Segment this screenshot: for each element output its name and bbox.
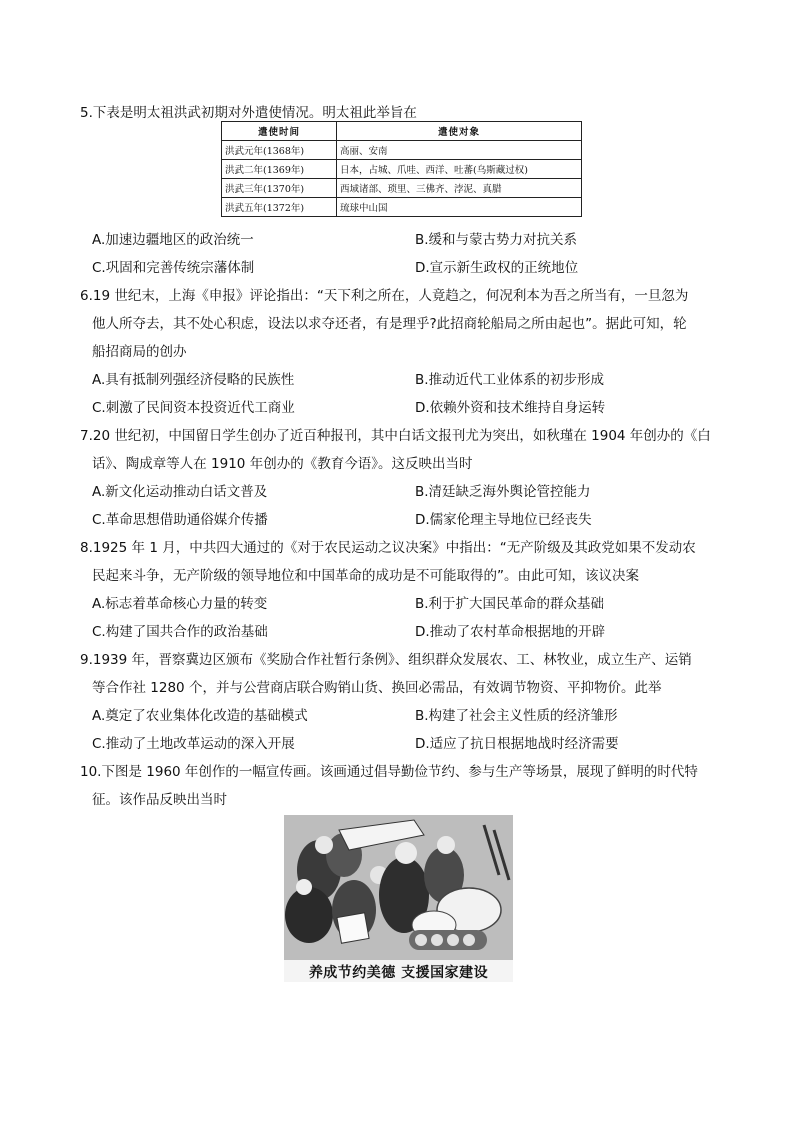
q7-stem-line2: 话》、陶成章等人在 1910 年创办的《教育今语》。这反映出当时 bbox=[92, 456, 473, 472]
q6-option-a: A.具有抵制列强经济侵略的民族性 bbox=[92, 372, 295, 388]
q8-stem-line2: 民起来斗争，无产阶级的领导地位和中国革命的成功是不可能取得的”。由此可知，该议决案 bbox=[92, 568, 639, 584]
q6-stem-line2: 他人所夺去，其不处心积虑，设法以求夺还者，有是理乎?此招商轮船局之所由起也”。据此可知，轮 bbox=[92, 316, 687, 332]
q9-option-a: A.奠定了农业集体化改造的基础模式 bbox=[92, 708, 308, 724]
table-header-time: 遣使时间 bbox=[222, 122, 337, 141]
q6-stem-line3: 船招商局的创办 bbox=[92, 344, 187, 360]
propaganda-poster-image bbox=[284, 815, 513, 982]
q5-option-b: B.缓和与蒙古势力对抗关系 bbox=[415, 232, 578, 248]
table-row bbox=[222, 198, 582, 217]
q9-stem-line1: 9.1939 年，晋察冀边区颁布《奖励合作社暂行条例》、组织群众发展农、工、林牧业，成立生产、运销 bbox=[80, 652, 692, 668]
q5-stem: 5.下表是明太祖洪武初期对外遣使情况。明太祖此举旨在 bbox=[80, 105, 417, 121]
table-cell-target: 西域诸部、琐里、三佛齐、浡泥、真腊 bbox=[337, 179, 582, 198]
table-cell-time: 洪武五年(1372年) bbox=[222, 198, 337, 217]
q8-stem-line1: 8.1925 年 1 月，中共四大通过的《对于农民运动之议决案》中指出：“无产阶级及其政党如果不发动农 bbox=[80, 540, 696, 556]
q10-stem-line1: 10.下图是 1960 年创作的一幅宣传画。该画通过倡导勤俭节约、参与生产等场景，展现了鲜明的时代特 bbox=[80, 764, 698, 780]
q9-option-d: D.适应了抗日根据地战时经济需要 bbox=[415, 736, 619, 752]
q5-option-a: A.加速边疆地区的政治统一 bbox=[92, 232, 254, 248]
q7-stem-line1: 7.20 世纪初，中国留日学生创办了近百种报刊，其中白话文报刊尤为突出，如秋瑾在 1904 年创办的《白 bbox=[80, 428, 711, 444]
table-row bbox=[222, 179, 582, 198]
q8-option-b: B.利于扩大国民革命的群众基础 bbox=[415, 596, 605, 612]
table-header-target: 遣使对象 bbox=[337, 122, 582, 141]
q6-stem-line1: 6.19 世纪末，上海《申报》评论指出：“天下利之所在，人竟趋之，何况利本为吾之所当有，一旦忽为 bbox=[80, 288, 689, 304]
q5-option-c: C.巩固和完善传统宗藩体制 bbox=[92, 260, 255, 276]
q9-option-b: B.构建了社会主义性质的经济雏形 bbox=[415, 708, 618, 724]
q6-option-d: D.依赖外资和技术维持自身运转 bbox=[415, 400, 606, 416]
table-row bbox=[222, 141, 582, 160]
q9-option-c: C.推动了土地改革运动的深入开展 bbox=[92, 736, 295, 752]
q8-option-d: D.推动了农村革命根据地的开辟 bbox=[415, 624, 606, 640]
table-header-row bbox=[222, 122, 582, 141]
table-cell-target: 高丽、安南 bbox=[337, 141, 582, 160]
poster-caption: 养成节约美德 支援国家建设 bbox=[308, 965, 489, 981]
table-cell-target: 日本，占城、爪哇、西洋、吐蕃(乌斯藏过权) bbox=[337, 160, 582, 179]
table-row bbox=[222, 160, 582, 179]
q7-option-b: B.清廷缺乏海外舆论管控能力 bbox=[415, 484, 591, 500]
q9-stem-line2: 等合作社 1280 个，并与公营商店联合购销山货、换回必需品，有效调节物资、平抑物价。此举 bbox=[92, 680, 662, 696]
q6-option-c: C.刺激了民间资本投资近代工商业 bbox=[92, 400, 295, 416]
table-cell-time: 洪武三年(1370年) bbox=[222, 179, 337, 198]
q7-option-a: A.新文化运动推动白话文普及 bbox=[92, 484, 268, 500]
q6-option-b: B.推动近代工业体系的初步形成 bbox=[415, 372, 605, 388]
q7-option-c: C.革命思想借助通俗媒介传播 bbox=[92, 512, 268, 528]
table-cell-time: 洪武二年(1369年) bbox=[222, 160, 337, 179]
q7-option-d: D.儒家伦理主导地位已经丧失 bbox=[415, 512, 592, 528]
q10-stem-line2: 征。该作品反映出当时 bbox=[92, 792, 227, 808]
table-cell-time: 洪武元年(1368年) bbox=[222, 141, 337, 160]
q5-option-d: D.宣示新生政权的正统地位 bbox=[415, 260, 579, 276]
envoy-table bbox=[221, 121, 582, 217]
q8-option-c: C.构建了国共合作的政治基础 bbox=[92, 624, 268, 640]
table-cell-target: 琉球中山国 bbox=[337, 198, 582, 217]
q8-option-a: A.标志着革命核心力量的转变 bbox=[92, 596, 268, 612]
